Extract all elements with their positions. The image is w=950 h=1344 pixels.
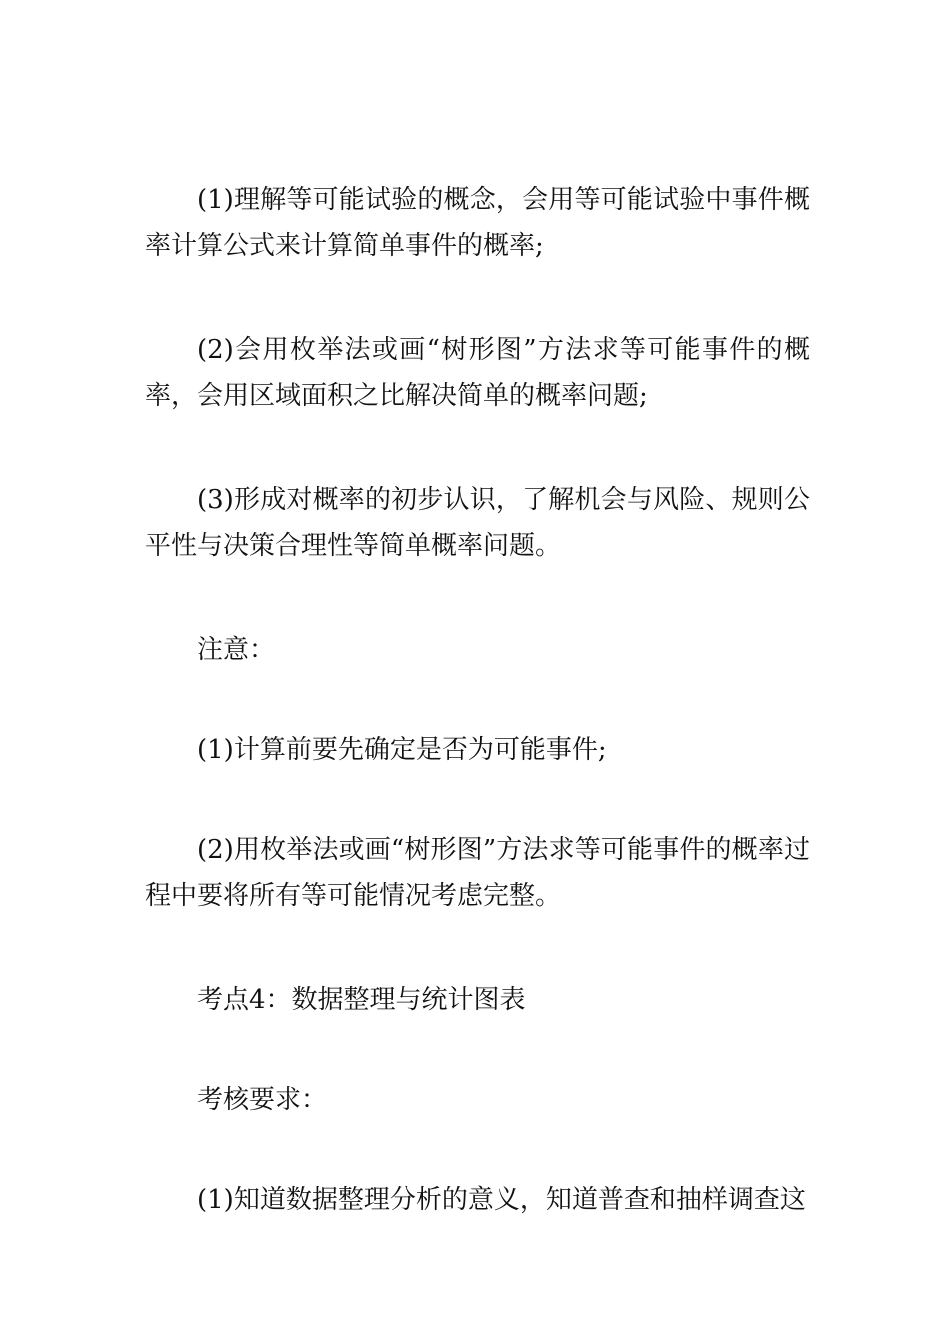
- paragraph-requirement-1: (1)知道数据整理分析的意义，知道普查和抽样调查这: [197, 1185, 806, 1215]
- paragraph-objective-1: (1)理解等可能试验的概念，会用等可能试验中事件概率计算公式来计算简单事件的概率;: [145, 185, 810, 261]
- paragraph-objective-3: (3)形成对概率的初步认识，了解机会与风险、规则公平性与决策合理性等简单概率问题。: [145, 485, 810, 561]
- section-heading-topic-4: 考点4：数据整理与统计图表: [197, 985, 526, 1015]
- paragraph-requirements-heading: 考核要求：: [197, 1085, 328, 1115]
- paragraph-note-2: (2)用枚举法或画“树形图”方法求等可能事件的概率过程中要将所有等可能情况考虑完整。: [145, 835, 810, 911]
- paragraph-note-heading: 注意：: [197, 635, 276, 665]
- paragraph-objective-2: (2)会用枚举法或画“树形图”方法求等可能事件的概率，会用区域面积之比解决简单的概率问题;: [145, 335, 810, 411]
- paragraph-note-1: (1)计算前要先确定是否为可能事件;: [197, 735, 607, 765]
